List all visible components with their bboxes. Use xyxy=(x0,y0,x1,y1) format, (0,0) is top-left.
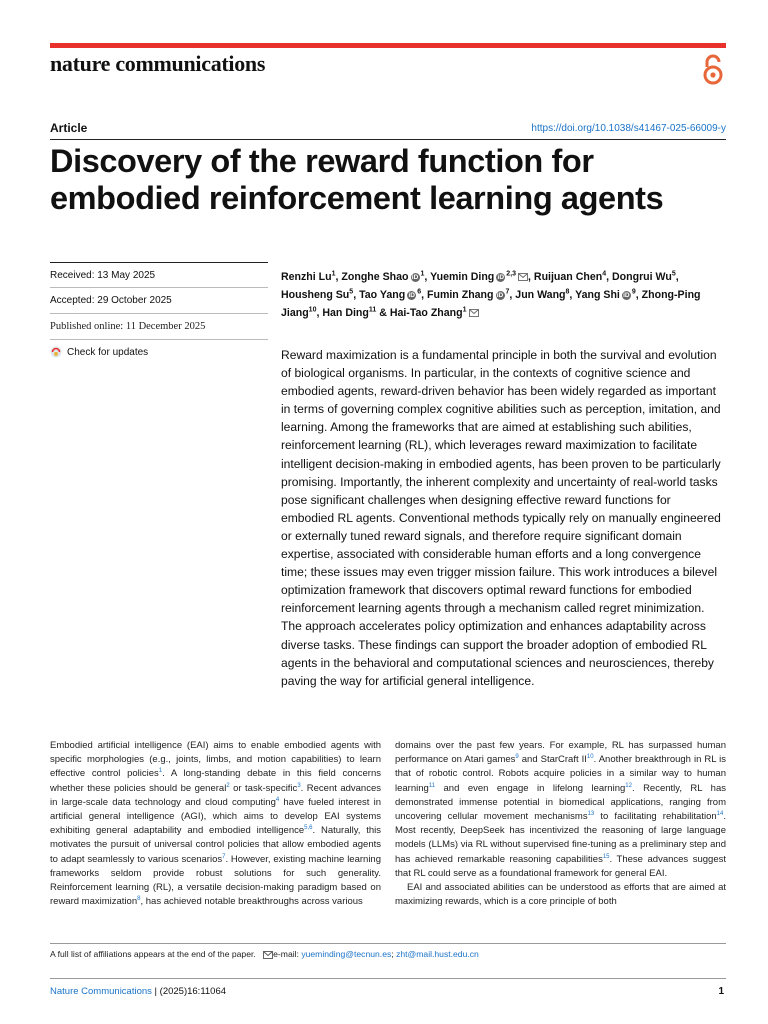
citation-ref[interactable]: 14 xyxy=(716,810,724,817)
author-name: Tao Yang iD $^6$, xyxy=(359,288,427,301)
citation-ref[interactable]: 13 xyxy=(587,810,595,817)
check-updates-button[interactable] xyxy=(50,346,148,358)
journal-name: nature communications xyxy=(50,51,266,76)
affiliation-number: 1 xyxy=(420,270,425,278)
author-name: Dongrui Wu$^5$, xyxy=(612,270,679,283)
orcid-icon[interactable]: iD xyxy=(623,291,630,299)
author-name: Zhong-Ping Jiang$^{10}$, xyxy=(281,289,701,319)
affiliation-number: 9 xyxy=(631,288,636,296)
citation-ref[interactable]: 7 xyxy=(222,853,226,860)
mail-icon xyxy=(263,951,273,959)
author-name: Hai-Tao Zhang$^1$ xyxy=(390,307,479,319)
citation-ref[interactable]: 11 xyxy=(428,782,436,789)
author-name: Renzhi Lu$^1$, xyxy=(281,270,342,283)
mail-icon[interactable] xyxy=(469,309,479,317)
footnote-divider xyxy=(50,943,726,944)
orcid-icon[interactable]: iD xyxy=(411,273,419,281)
meta-divider xyxy=(50,262,268,263)
citation-ref[interactable]: 8 xyxy=(137,896,141,903)
email-link-1[interactable]: yueminding@tecnun.es xyxy=(301,949,392,959)
citation-ref[interactable]: 5,6 xyxy=(304,825,313,832)
abstract: Reward maximization is a fundamental principle in both the survival and evolution of biological organisms. In particular, in the contexts of cognitive science and embodied agents, reward-driven behavior has been widely regarded as important in terms of governing complex cognitive abilities such as perception, imitation, and learning. Among the frameworks that are aimed at establishing such abilities, reinforcement learning (RL), which leverages reward maximization to facilitate intelligent decision-making in embodied agents, has been proven to be particularly promising. Importantly, the inherent complexity and uncertainty of real-world tasks pose significant challenges when designing effective reward functions for embodied RL agents. Conventional methods typically rely on manually engineered or externally tuned reward signals, and therefore require significant domain expertise, associated with considerable human efforts and a long convergence time; these issues may even trigger mission failure. This work introduces a bilevel optimization framework that discovers optimal reward functions for embodied reinforcement learning agents through a mechanism called regret minimization. The approach accelerates policy optimization and enhances adaptability across diverse tasks. These findings can support the broader adoption of embodied RL agents in the behavioral and computational sciences and neurosciences, thereby paving the way for artificial general intelligence. xyxy=(281,348,721,688)
open-access-icon[interactable] xyxy=(700,54,726,86)
orcid-icon[interactable]: iD xyxy=(496,291,504,299)
affiliation-number: 5 xyxy=(671,270,676,278)
author-name: Yang Shi iD $^9$, xyxy=(575,288,642,301)
meta-divider xyxy=(50,339,268,340)
citation-ref[interactable]: 12 xyxy=(625,782,632,789)
affiliation-number: 2,3 xyxy=(506,270,517,278)
published-date: Published online: 11 December 2025 xyxy=(50,321,206,332)
affiliation-number: 11 xyxy=(368,306,377,314)
body-column-right: domains over the past few years. For example, RL has surpassed human performance on Atari games$^9$ and StarCraft II$^{10}$. Another breakthrough in RL is that of robotic control. Robots acquire policies in a similar way to human learning$^{11}$ and even engage in lifelong learning$^{12}$. Recently, RL has demonstrated immense potential in biomedical applications, ranging from uncovering cellular movement mechanisms$^{13}$ to facilitating rehabilitation$^{14}$. Most recently, DeepSeek has incentivized the reasoning of large language models (LLMs) via RL without supervised fine-tuning as a preliminary step and has achieved remarkable reasoning capabilities$^{15}$. These advances suggest that RL could serve as a foundational framework for general EAI. EAI and associated abilities can be understood as efforts that are aimed at maximizing rewards, which is a core principle of both xyxy=(395,739,726,909)
email-link-2[interactable]: zht@mail.hust.edu.cn xyxy=(396,949,479,959)
author-name: Housheng Su$^5$, xyxy=(281,288,360,301)
citation-ref[interactable]: 15 xyxy=(602,853,610,860)
article-type: Article xyxy=(50,121,88,135)
citation-ref[interactable]: 2 xyxy=(226,782,230,789)
affiliation-number: 4 xyxy=(602,270,607,278)
meta-divider xyxy=(50,287,268,288)
affiliation-number: 7 xyxy=(505,288,510,296)
check-updates-label: Check for updates xyxy=(67,346,149,358)
affiliation-number: 8 xyxy=(565,288,570,296)
article-title: Discovery of the reward function for embodied reinforcement learning agents xyxy=(50,143,664,216)
citation-ref[interactable]: 1 xyxy=(158,768,163,775)
header-accent-bar xyxy=(50,43,726,48)
footer-citation: | (2025)16:11064 xyxy=(151,986,227,997)
page-footer xyxy=(50,986,226,997)
citation-ref[interactable]: 9 xyxy=(515,754,519,761)
body-paragraph: EAI and associated abilities can be understood as efforts that are aimed at maximizing rewards, which is a core principle of both xyxy=(395,882,726,908)
affiliation-number: 1 xyxy=(331,270,336,278)
author-list xyxy=(281,268,726,322)
affiliation-number: 1 xyxy=(462,306,467,314)
check-updates-icon xyxy=(50,346,62,358)
author-name: Ruijuan Chen$^4$, xyxy=(533,270,612,283)
mail-icon[interactable] xyxy=(518,273,528,281)
doi-link[interactable]: https://doi.org/10.1038/s41467-025-66009-y xyxy=(531,123,726,134)
affiliation-number: 6 xyxy=(417,288,422,296)
footer-divider xyxy=(50,978,726,979)
affiliation-number: 5 xyxy=(349,288,354,296)
citation-ref[interactable]: 4 xyxy=(275,796,280,803)
received-date: Received: 13 May 2025 xyxy=(50,270,156,281)
orcid-icon[interactable]: iD xyxy=(408,291,415,299)
page-number: 1 xyxy=(718,986,724,997)
body-column-left: Embodied artificial intelligence (EAI) aims to enable embodied agents with specific morphologies (e.g., joints, limbs, and motion capabilities) to learn effective control policies$^1$. A long-standing debate in this field concerns whether these policies should be general$^2$ or task-specific$^3$. Recent advances in large-scale data technology and cloud computing$^4$ have fueled interest in artificial general intelligence (AGI), which aims to develop EAI systems exhibiting general adaptability and embodied intelligence$^{5,6}$. Naturally, this motivates the pursuit of universal control policies that allow embodied agents to adapt seamlessly to various scenarios$^7$. However, existing machine learning frameworks seldom provide robust solutions for such generality. Reinforcement learning (RL), a versatile decision-making paradigm based on reward maximization$^8$, has achieved notable breakthroughs across various xyxy=(50,740,382,908)
author-name: Jun Wang$^8$, xyxy=(515,288,576,301)
citation-ref[interactable]: 3 xyxy=(297,782,301,789)
author-name: Zonghe Shao iD $^1$, xyxy=(341,270,431,283)
meta-divider xyxy=(50,313,268,314)
email-separator: ; xyxy=(391,949,394,959)
author-name: Yuemin Ding iD $^{2,3}$ , xyxy=(430,270,534,283)
author-name: Han Ding$^{11}$ & xyxy=(322,306,390,319)
footer-journal-link[interactable]: Nature Communications xyxy=(50,986,152,997)
citation-ref[interactable]: 10 xyxy=(586,754,594,761)
author-name: Fumin Zhang iD $^7$, xyxy=(427,288,516,301)
footnote xyxy=(50,949,479,959)
accepted-date: Accepted: 29 October 2025 xyxy=(50,295,172,306)
header-divider xyxy=(50,139,726,140)
affiliation-number: 10 xyxy=(308,306,317,314)
orcid-icon[interactable]: iD xyxy=(497,273,505,281)
email-label: e-mail: xyxy=(273,949,299,959)
affiliations-note: A full list of affiliations appears at the end of the paper. xyxy=(50,949,256,959)
